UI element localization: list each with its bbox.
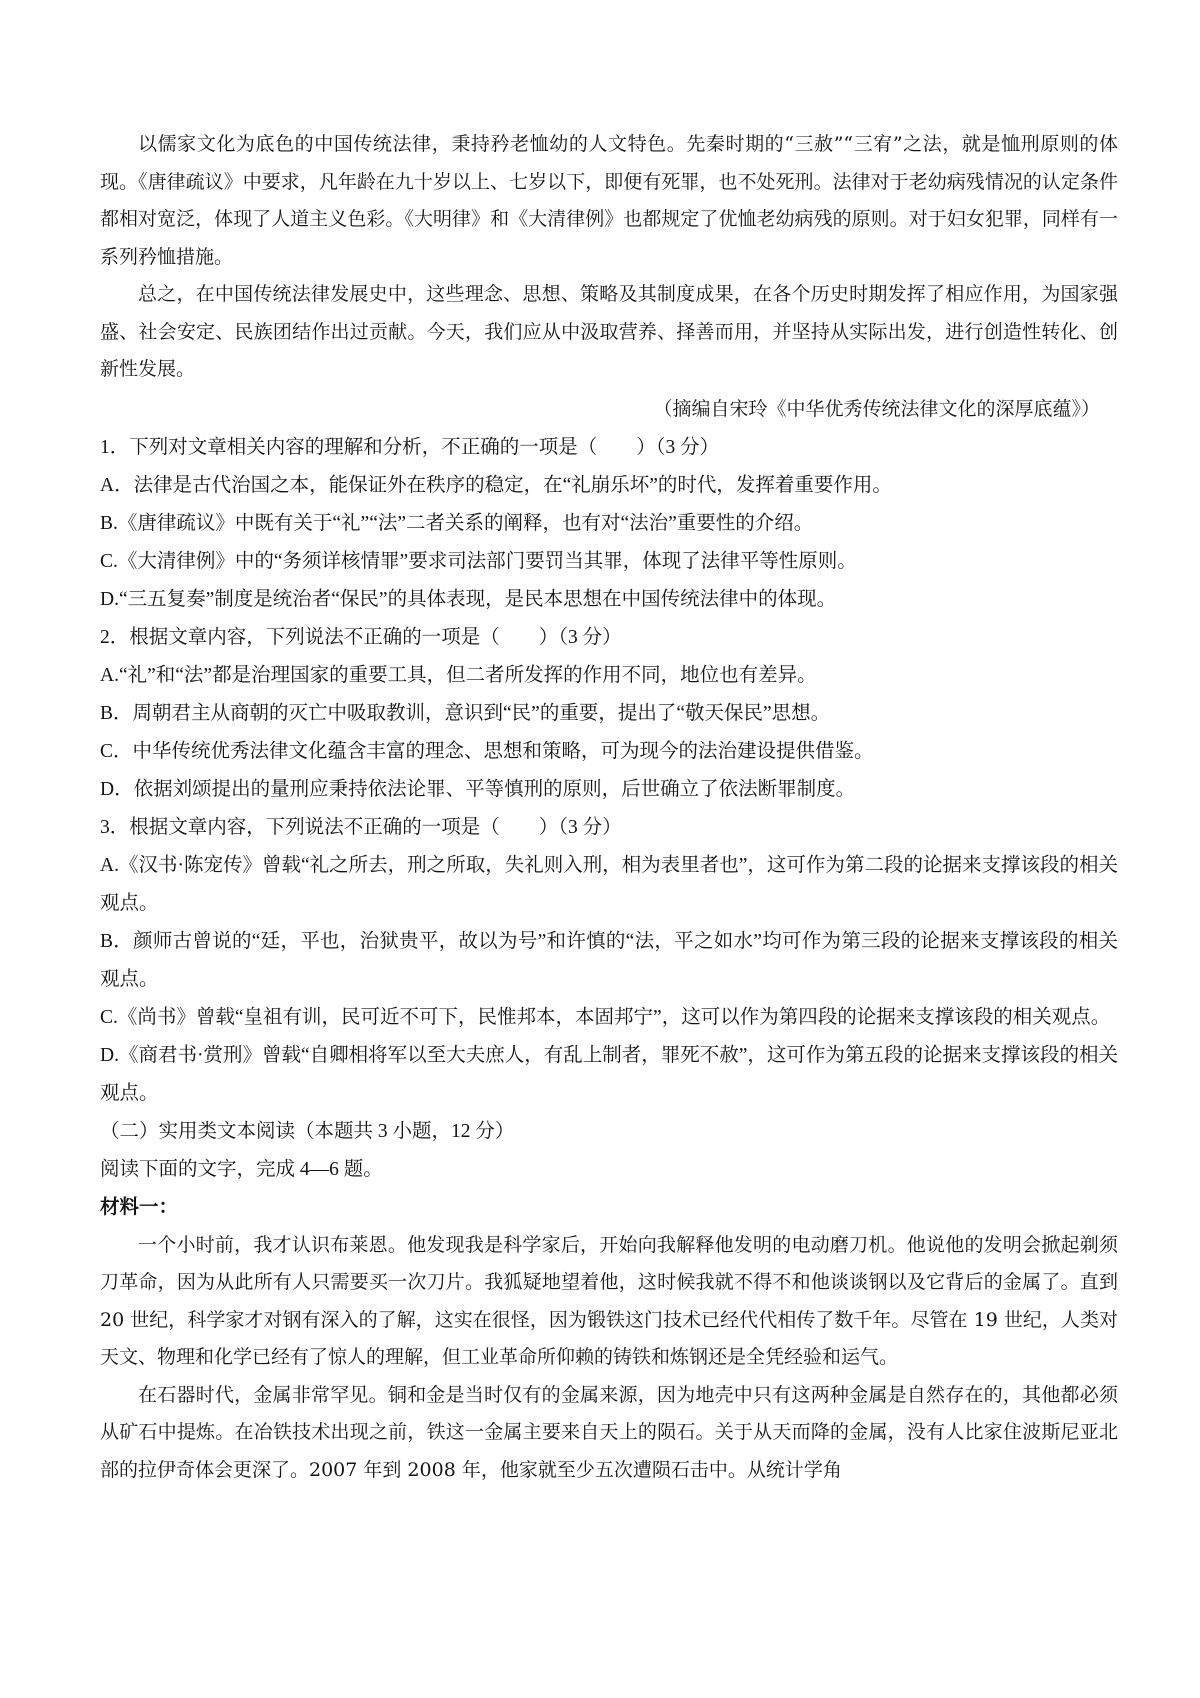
question-option: A.“礼”和“法”都是治理国家的重要工具，但二者所发挥的作用不同，地位也有差异。 xyxy=(100,664,817,686)
question-1 xyxy=(100,429,1118,619)
question-stem: 1．下列对文章相关内容的理解和分析，不正确的一项是（ ）（3 分） xyxy=(100,436,720,458)
section-two xyxy=(100,1113,1118,1490)
question-option: D.“三五复奏”制度是统治者“保民”的具体表现，是民本思想在中国传统法律中的体现。 xyxy=(100,588,837,610)
passage-paragraph: 总之，在中国传统法律发展史中，这些理念、思想、策略及其制度成果，在各个历史时期发挥了相应作用，为国家强盛、社会安定、民族团结作出过贡献。今天，我们应从中汲取营养、择善而用，并坚持从实际出发，进行创造性转化、创新性发展。 xyxy=(100,283,1118,380)
question-3 xyxy=(100,809,1118,1113)
passage-one xyxy=(100,126,1118,429)
question-stem: 3．根据文章内容，下列说法不正确的一项是（ ）（3 分） xyxy=(100,816,622,838)
passage-paragraph: 以儒家文化为底色的中国传统法律，秉持矜老恤幼的人文特色。先秦时期的“三赦”“三宥”之法，就是恤刑原则的体现。《唐律疏议》中要求，凡年龄在九十岁以上、七岁以下，即便有死罪，也不处死刑。法律对于老幼病残情况的认定条件都相对宽泛，体现了人道主义色彩。《大明律》和《大清律例》也都规定了优恤老幼病残的原则。对于妇女犯罪，同样有一系列矜恤措施。 xyxy=(100,133,1118,268)
material-paragraph: 一个小时前，我才认识布莱恩。他发现我是科学家后，开始向我解释他发明的电动磨刀机。他说他的发明会掀起剃须刀革命，因为从此所有人只需要买一次刀片。我狐疑地望着他，这时候我就不得不和他谈谈钢以及它背后的金属了。直到 20 世纪，科学家才对钢有深入的了解，这实在很怪，因为锻铁这门技术已经代代相传了数千年。尽管在 19 世纪，人类对天文、物理和化学已经有了惊人的理解，但工业革命所仰赖的铸铁和炼钢还是全凭经验和运气。 xyxy=(100,1233,1118,1368)
question-option: A.《汉书·陈宠传》曾载“礼之所去，刑之所取，失礼则入刑，相为表里者也”，这可作为第二段的论据来支撑该段的相关观点。 xyxy=(100,854,1118,914)
question-option: B．颜师古曾说的“廷，平也，治狱贵平，故以为号”和许慎的“法，平之如水”均可作为第三段的论据来支撑该段的相关观点。 xyxy=(100,930,1118,990)
section-heading: （二）实用类文本阅读（本题共 3 小题，12 分） xyxy=(100,1120,515,1142)
question-option: D．依据刘颂提出的量刑应秉持依法论罪、平等慎刑的原则，后世确立了依法断罪制度。 xyxy=(100,778,856,800)
material-paragraph: 在石器时代，金属非常罕见。铜和金是当时仅有的金属来源，因为地壳中只有这两种金属是自然存在的，其他都必须从矿石中提炼。在冶铁技术出现之前，铁这一金属主要来自天上的陨石。关于从天而降的金属，没有人比家住波斯尼亚北部的拉伊奇体会更深了。2007 年到 2008 年，他家就至少五次遭陨石击中。从统计学角 xyxy=(100,1383,1118,1481)
question-option: A．法律是古代治国之本，能保证外在秩序的稳定，在“礼崩乐坏”的时代，发挥着重要作用。 xyxy=(100,474,892,496)
question-option: B．周朝君主从商朝的灭亡中吸取教训，意识到“民”的重要，提出了“敬天保民”思想。 xyxy=(100,702,831,724)
question-option: C．中华传统优秀法律文化蕴含丰富的理念、思想和策略，可为现今的法治建设提供借鉴。 xyxy=(100,740,874,762)
material-label: 材料一： xyxy=(100,1196,179,1218)
question-option: C.《大清律例》中的“务须详核情罪”要求司法部门要罚当其罪，体现了法律平等性原则。 xyxy=(100,550,857,572)
question-stem: 2．根据文章内容，下列说法不正确的一项是（ ）（3 分） xyxy=(100,626,622,648)
question-2 xyxy=(100,619,1118,809)
question-option: B.《唐律疏议》中既有关于“礼”“法”二者关系的阐释，也有对“法治”重要性的介绍。 xyxy=(100,512,814,534)
question-option: D.《商君书·赏刑》曾载“自卿相将军以至大夫庶人，有乱上制者，罪死不赦”，这可作为第五段的论据来支撑该段的相关观点。 xyxy=(100,1044,1118,1104)
section-instruction: 阅读下面的文字，完成 4—6 题。 xyxy=(100,1158,383,1180)
question-option: C.《尚书》曾载“皇祖有训，民可近不可下，民惟邦本，本固邦宁”，这可以作为第四段的论据来支撑该段的相关观点。 xyxy=(100,1006,1111,1028)
passage-source: （摘编自宋玲《中华优秀传统法律文化的深厚底蕴》） xyxy=(653,397,1100,420)
